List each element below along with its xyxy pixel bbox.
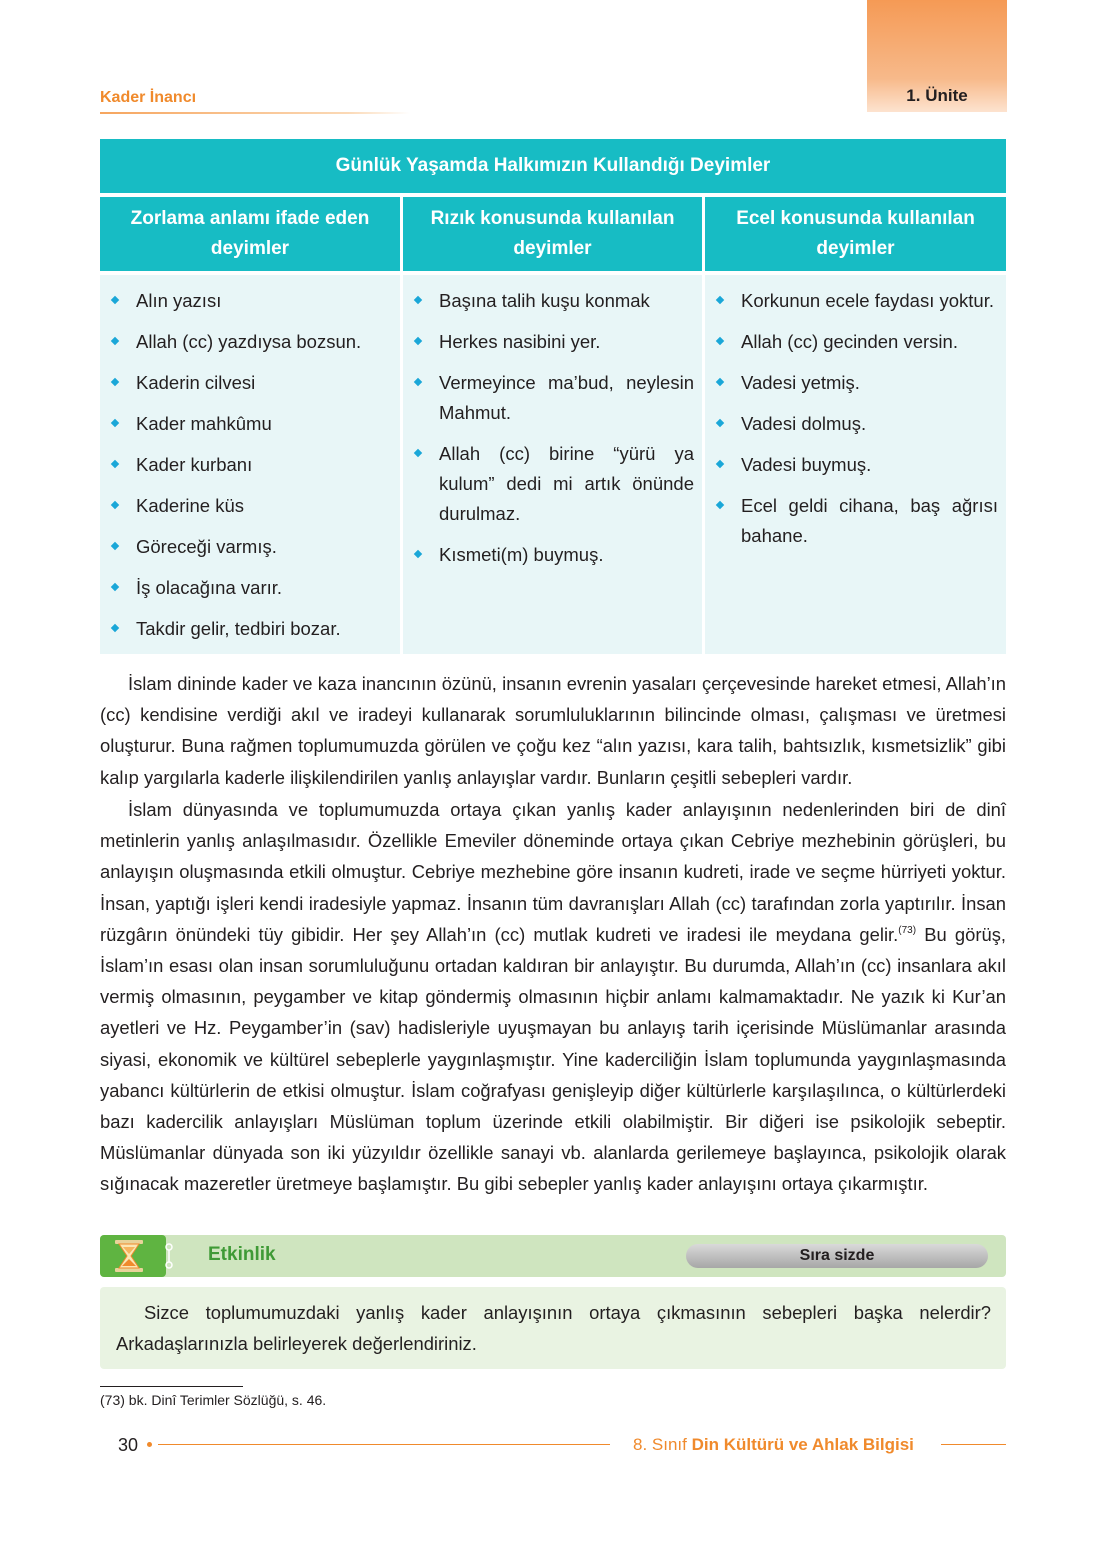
- diamond-bullet-icon: [111, 624, 119, 632]
- page-number: 30: [118, 1435, 139, 1455]
- diamond-bullet-icon: [111, 583, 119, 591]
- table-title: Günlük Yaşamda Halkımızın Kullandığı Deyimler: [100, 139, 1006, 193]
- paragraph-2: İslam dünyasında ve toplumumuzda ortaya çıkan yanlış kader anlayışının nedenlerinden biri de dinî metinlerin yanlış anlaşılmasıdır. Özellikle Emeviler döneminde ortaya çıkan Cebriye mezhebinin görüşleri, bu anlayışın oluşmasında etkili olmuştur. Cebriye mezhebine göre insanın kudreti, irade ve seçme hürriyeti yoktur. İnsan, yaptığı işleri kendi iradesiyle yapmaz. İnsanın tüm davranışları Allah (cc) tarafından zorla yaptırılır. İnsan rüzgârın önündeki tüy gibidir. Her şey Allah’ın (cc) mutlak kudreti ve iradesi ile meydana gelir.$^{(73)}$ Bu görüş, İslam’ın esası olan insan sorumluluğunu ortadan kaldıran bir anlayıştır. Bu durumda, Allah’ın (cc) insanlara akıl vermiş olmasının, peygamber ve kitap göndermiş olmasının hiçbir anlamı kalmamaktadır. Ne yazık ki Kur’an ayetleri ve Hz. Peygamber’in (sav) hadisleriyle uyuşmayan bu anlayış tarih içerisinde Müslümanlar arasında siyasi, ekonomik ve kültürel sebeplerle yaygınlaşmıştır. Yine kaderciliğin İslam toplumunda yaygınlaşmasında yabancı kültürlerin de etkisi olmuştur. İslam coğrafyası genişleyip diğer kültürlerle karşılaşılınca, o kültürlerdeki bazı kadercilik anlayışları Müslüman toplum üzerinde etkili olabilmiştir. Bir diğeri ise psikolojik sebeptir. Müslümanlar dünyada son iki yüzyıldır özellikle sanayi vb. alanlarda gerilemeye başlayınca, psikolojik olarak sığınacak mazeretler üretmeye başlamıştır. Bu gibi sebepler yanlış kader anlayışını ortaya çıkarmıştır.: [100, 799, 1006, 1195]
- list-item: Korkunun ecele faydası yoktur.: [705, 286, 1006, 316]
- paragraph-1: İslam dininde kader ve kaza inancının özünü, insanın evrenin yasaları çerçevesinde hareket etmesi, Allah’ın (cc) kendisine verdiği akıl ve iradeyi kullanarak sorumluluklarının bilincinde olması, çalışması ve üretmesi oluşturur. Buna rağmen toplumumuzda görülen ve çoğu kez “alın yazısı, kara talih, bahtsızlık, kısmetsizlik” gibi kalıp yargılarla kaderle ilişkilendirilen yanlış anlayışlar vardır. Bunların çeşitli sebepleri vardır.: [100, 673, 1006, 788]
- list-item: Takdir gelir, tedbiri bozar.: [100, 614, 400, 644]
- diamond-bullet-icon: [716, 501, 724, 509]
- column-body-coercion: [100, 275, 400, 654]
- list-item: Vadesi yetmiş.: [705, 368, 1006, 398]
- diamond-bullet-icon: [111, 296, 119, 304]
- unit-label: 1. Ünite: [906, 86, 968, 105]
- diamond-bullet-icon: [414, 550, 422, 558]
- list-item: Ecel geldi cihana, baş ağrısı bahane.: [705, 491, 1006, 551]
- list-item: Göreceği varmış.: [100, 532, 400, 562]
- list-item: Başına talih kuşu konmak: [403, 286, 702, 316]
- list-item: Kader kurbanı: [100, 450, 400, 480]
- list-item: Kader mahkûmu: [100, 409, 400, 439]
- column-header-death: Ecel konusunda kullanılan deyimler: [705, 197, 1006, 271]
- hourglass-icon: [112, 1239, 176, 1273]
- diamond-bullet-icon: [111, 501, 119, 509]
- column-body-sustenance: [403, 275, 702, 654]
- footnote: (73) bk. Dinî Terimler Sözlüğü, s. 46.: [100, 1392, 327, 1408]
- diamond-bullet-icon: [716, 296, 724, 304]
- diamond-bullet-icon: [414, 378, 422, 386]
- diamond-bullet-icon: [111, 460, 119, 468]
- column-header-sustenance: Rızık konusunda kullanılan deyimler: [403, 197, 702, 271]
- activity-tag: Sıra sizde: [686, 1244, 988, 1268]
- diamond-bullet-icon: [414, 296, 422, 304]
- idioms-table: [100, 139, 1006, 654]
- list-item: Kaderin cilvesi: [100, 368, 400, 398]
- diamond-bullet-icon: [414, 449, 422, 457]
- diamond-bullet-icon: [111, 542, 119, 550]
- diamond-bullet-icon: [716, 460, 724, 468]
- list-item: Kısmeti(m) buymuş.: [403, 540, 702, 570]
- list-item: Herkes nasibini yer.: [403, 327, 702, 357]
- column-body-death: [705, 275, 1006, 654]
- list-item: Vadesi dolmuş.: [705, 409, 1006, 439]
- activity-text: Sizce toplumumuzdaki yanlış kader anlayışının ortaya çıkmasının sebepleri başka nelerdir? Arkadaşlarınızla belirleyerek değerlendiriniz.: [116, 1302, 991, 1354]
- book-title: 8. Sınıf Din Kültürü ve Ahlak Bilgisi: [633, 1435, 914, 1454]
- header-divider: [100, 112, 410, 114]
- diamond-bullet-icon: [111, 419, 119, 427]
- diamond-bullet-icon: [111, 378, 119, 386]
- activity-title: Etkinlik: [208, 1244, 276, 1265]
- list-item: Allah (cc) yazdıysa bozsun.: [100, 327, 400, 357]
- list-item: Kaderine küs: [100, 491, 400, 521]
- list-item: Alın yazısı: [100, 286, 400, 316]
- footnote-reference: (73): [898, 924, 917, 936]
- list-item: Allah (cc) birine “yürü ya kulum” dedi mi artık önünde durulmaz.: [403, 439, 702, 529]
- diamond-bullet-icon: [111, 337, 119, 345]
- list-item: İş olacağına varır.: [100, 573, 400, 603]
- footnote-divider: [100, 1386, 243, 1387]
- diamond-bullet-icon: [716, 378, 724, 386]
- footer-dot: [147, 1442, 152, 1447]
- diamond-bullet-icon: [716, 337, 724, 345]
- diamond-bullet-icon: [716, 419, 724, 427]
- list-item: Vadesi buymuş.: [705, 450, 1006, 480]
- list-item: Vermeyince ma’bud, neylesin Mahmut.: [403, 368, 702, 428]
- section-title: Kader İnancı: [100, 89, 197, 106]
- column-header-coercion: Zorlama anlamı ifade eden deyimler: [100, 197, 400, 271]
- footer-rule-right: [941, 1444, 1006, 1445]
- list-item: Allah (cc) gecinden versin.: [705, 327, 1006, 357]
- footer-rule: [158, 1444, 610, 1445]
- diamond-bullet-icon: [414, 337, 422, 345]
